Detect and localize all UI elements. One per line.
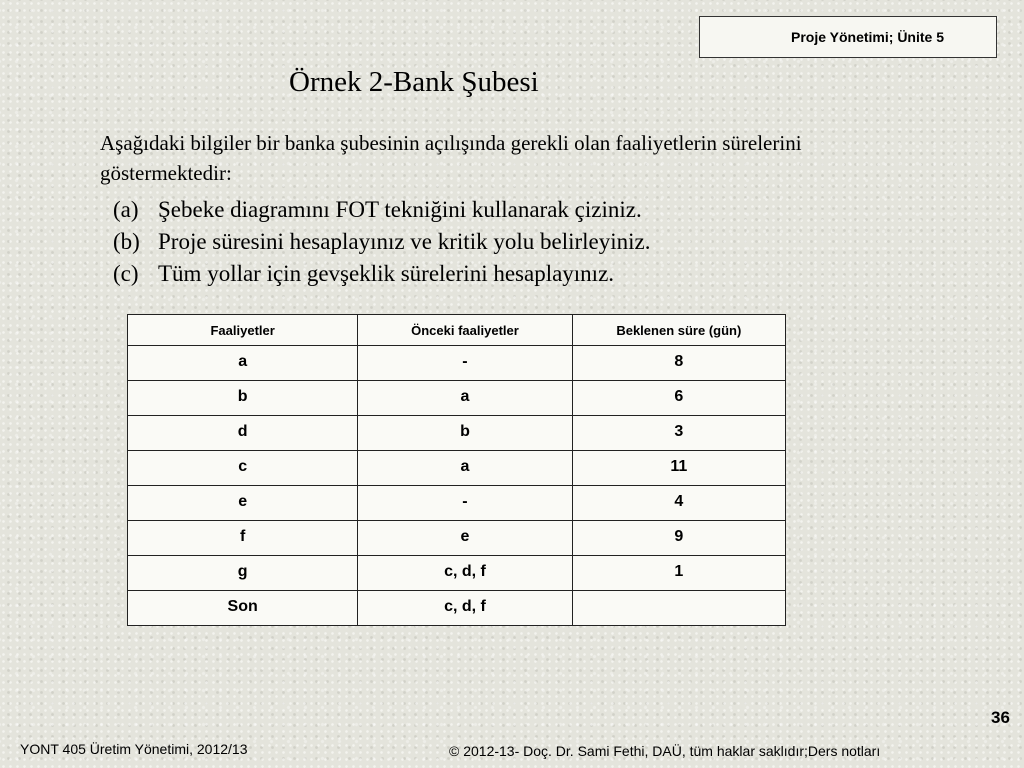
task-text: Tüm yollar için gevşeklik sürelerini hesaplayınız. bbox=[158, 261, 615, 286]
table-body bbox=[128, 346, 786, 626]
cell-activity: b bbox=[128, 381, 358, 416]
table-row bbox=[128, 556, 786, 591]
cell-duration: 9 bbox=[572, 521, 785, 556]
cell-duration: 6 bbox=[572, 381, 785, 416]
table-header-row bbox=[128, 315, 786, 346]
task-marker: (a) bbox=[113, 197, 139, 222]
header-label: Proje Yönetimi; Ünite 5 bbox=[791, 29, 944, 45]
task-item bbox=[113, 258, 913, 290]
cell-predecessors: e bbox=[358, 521, 572, 556]
cell-duration: 8 bbox=[572, 346, 785, 381]
cell-activity: d bbox=[128, 416, 358, 451]
task-marker: (b) bbox=[113, 229, 140, 254]
table-row bbox=[128, 591, 786, 626]
intro-text: Aşağıdaki bilgiler bir banka şubesinin açılışında gerekli olan faaliyetlerin sürelerini göstermektedir: bbox=[100, 131, 802, 185]
cell-duration: 4 bbox=[572, 486, 785, 521]
cell-duration: 1 bbox=[572, 556, 785, 591]
task-text: Proje süresini hesaplayınız ve kritik yolu belirleyiniz. bbox=[158, 229, 651, 254]
cell-predecessors: - bbox=[358, 486, 572, 521]
cell-duration bbox=[572, 591, 785, 626]
page-number: 36 bbox=[991, 708, 1010, 727]
cell-activity: c bbox=[128, 451, 358, 486]
cell-duration: 3 bbox=[572, 416, 785, 451]
task-item bbox=[113, 226, 913, 258]
footer-copyright: © 2012-13- Doç. Dr. Sami Fethi, DAÜ, tüm haklar saklıdır;Ders notları bbox=[449, 743, 881, 759]
cell-activity: a bbox=[128, 346, 358, 381]
activity-table bbox=[127, 314, 786, 626]
cell-activity: f bbox=[128, 521, 358, 556]
cell-predecessors: a bbox=[358, 381, 572, 416]
task-marker: (c) bbox=[113, 261, 139, 286]
cell-predecessors: - bbox=[358, 346, 572, 381]
cell-activity: Son bbox=[128, 591, 358, 626]
cell-predecessors: c, d, f bbox=[358, 556, 572, 591]
task-item bbox=[113, 194, 913, 226]
column-header-duration: Beklenen süre (gün) bbox=[572, 315, 785, 346]
cell-activity: g bbox=[128, 556, 358, 591]
table-row bbox=[128, 486, 786, 521]
task-text: Şebeke diagramını FOT tekniğini kullanarak çiziniz. bbox=[158, 197, 642, 222]
slide-title: Örnek 2-Bank Şubesi bbox=[289, 66, 539, 98]
cell-predecessors: b bbox=[358, 416, 572, 451]
column-header-predecessors: Önceki faaliyetler bbox=[358, 315, 572, 346]
cell-duration: 11 bbox=[572, 451, 785, 486]
table-row bbox=[128, 346, 786, 381]
cell-predecessors: a bbox=[358, 451, 572, 486]
header-box bbox=[699, 16, 997, 58]
footer-course: YONT 405 Üretim Yönetimi, 2012/13 bbox=[20, 741, 248, 757]
table-row bbox=[128, 451, 786, 486]
table-row bbox=[128, 416, 786, 451]
table-row bbox=[128, 521, 786, 556]
task-list bbox=[113, 194, 913, 290]
column-header-activity: Faaliyetler bbox=[128, 315, 358, 346]
cell-activity: e bbox=[128, 486, 358, 521]
table-row bbox=[128, 381, 786, 416]
cell-predecessors: c, d, f bbox=[358, 591, 572, 626]
